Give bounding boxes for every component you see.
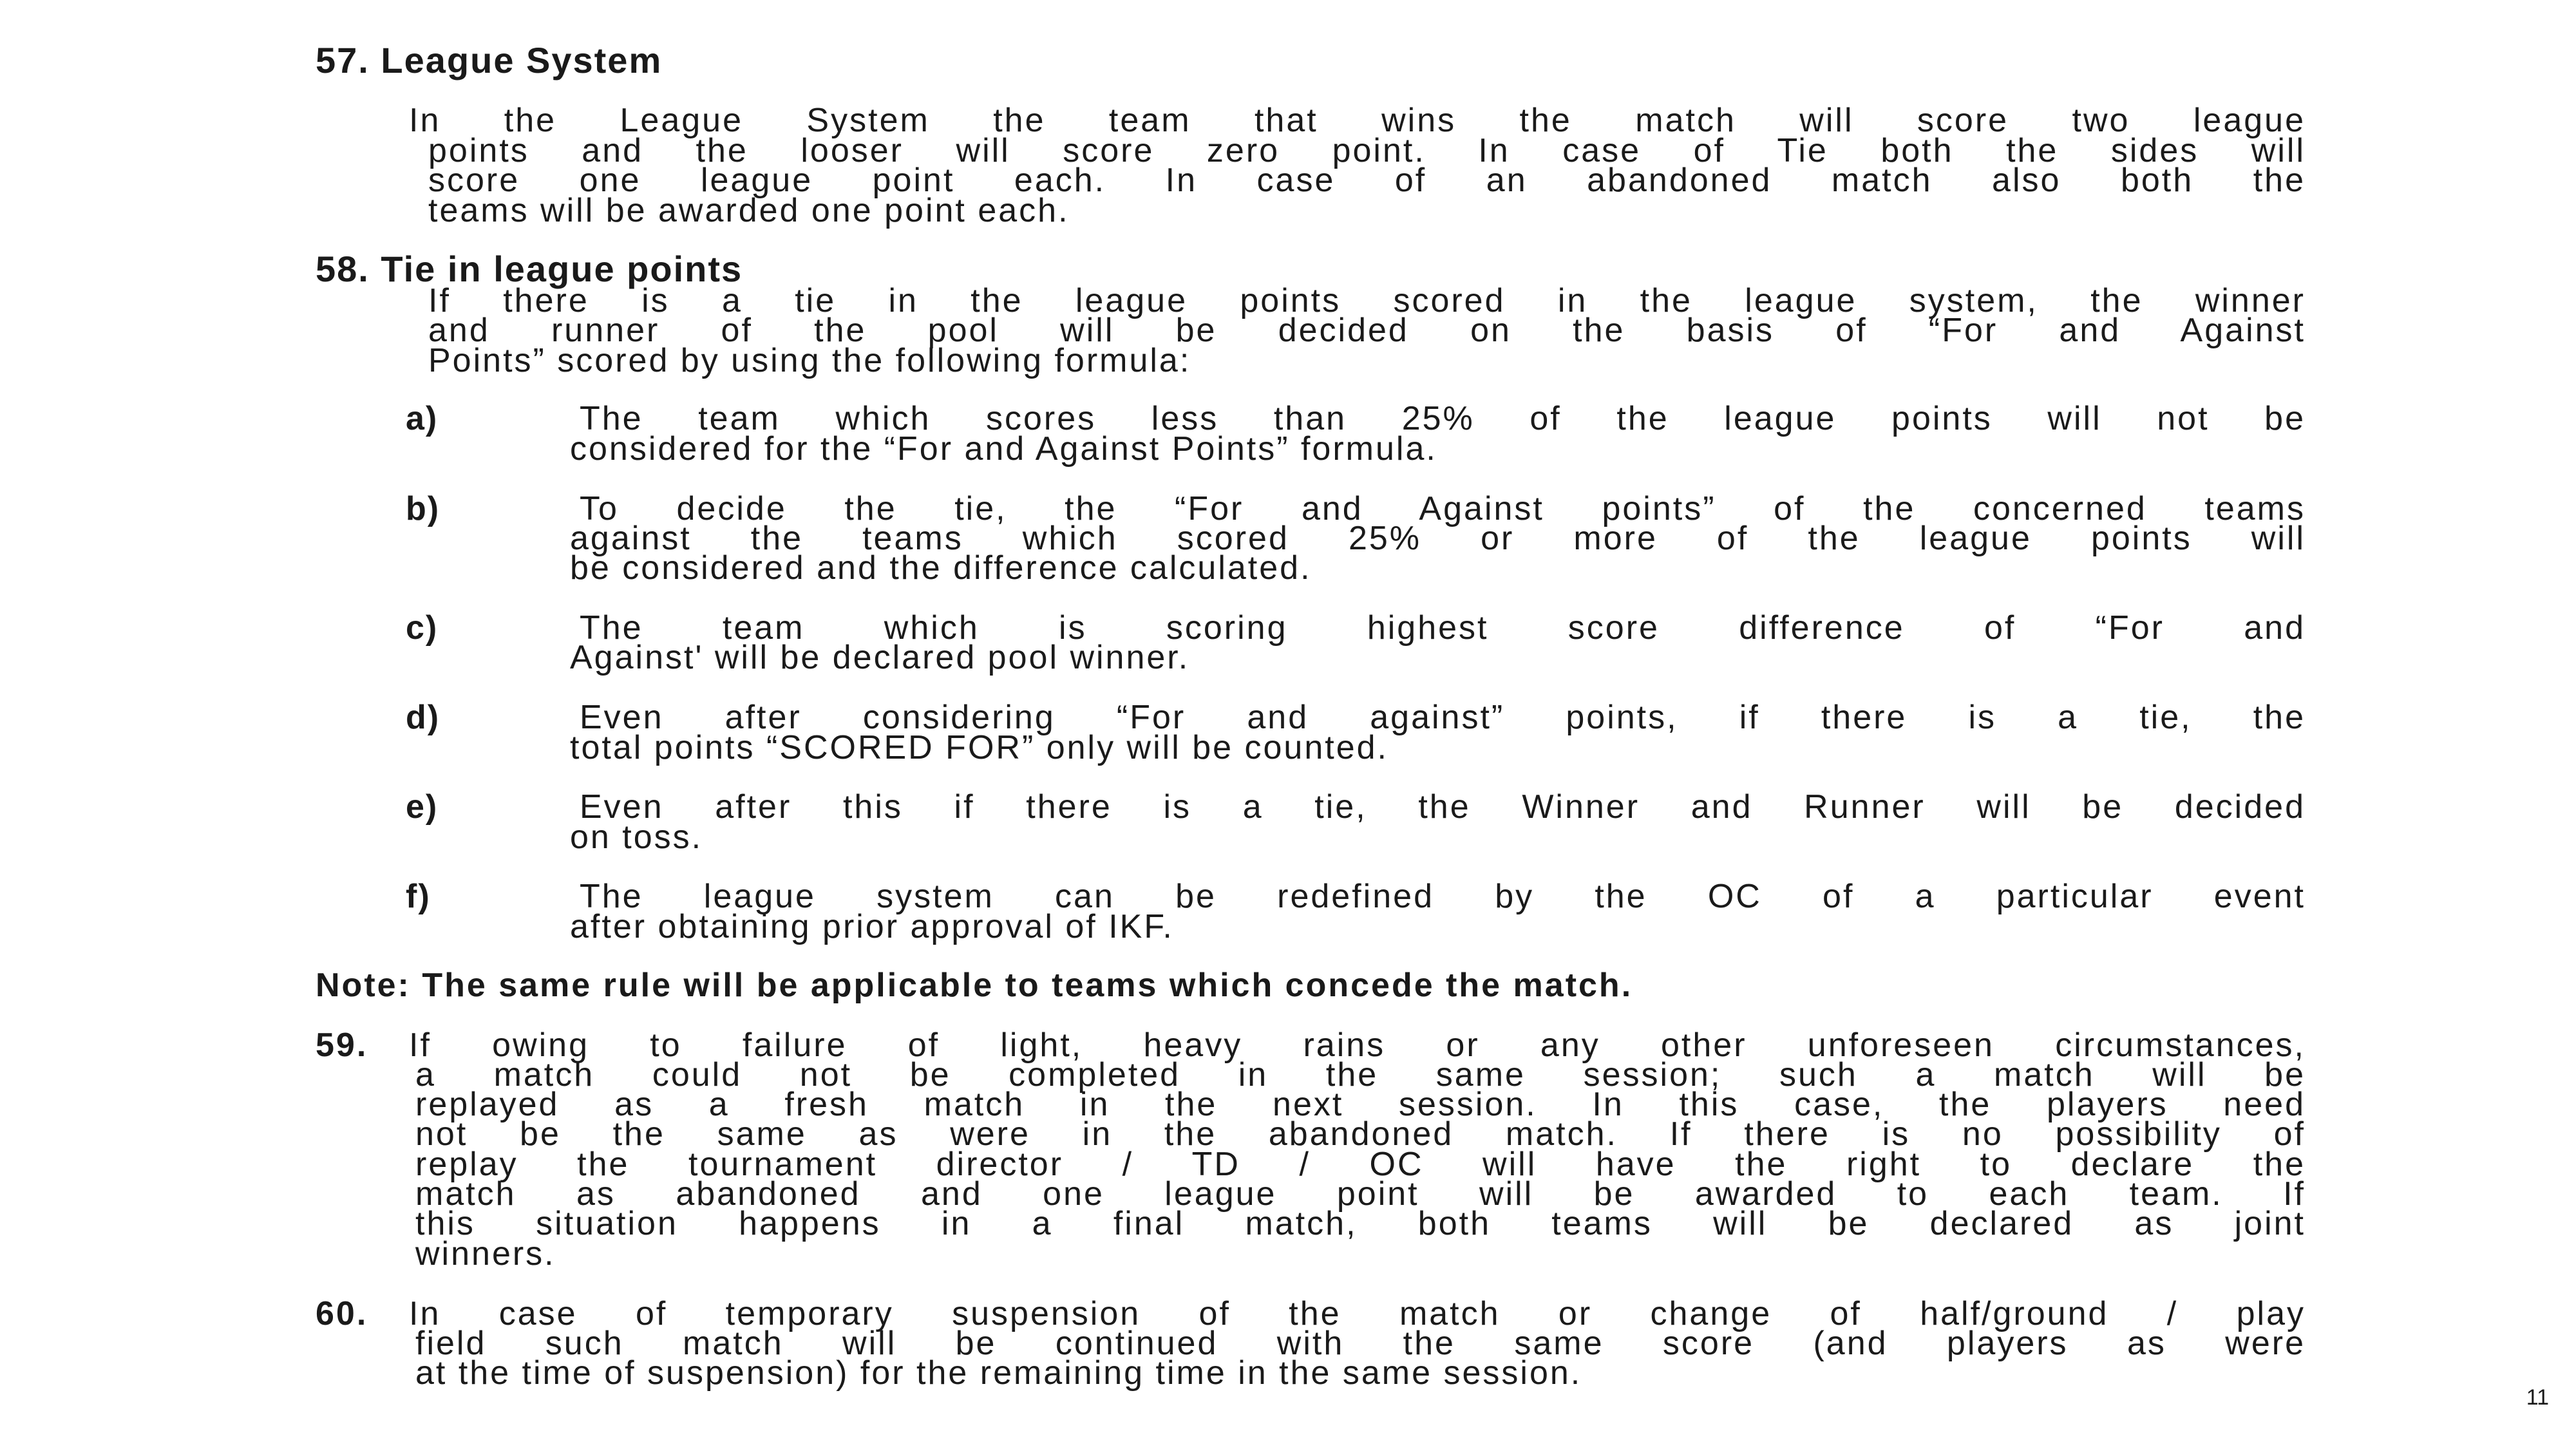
item-d-line-1: Even after considering “For and against” points, if there is a tie, the: [580, 699, 2306, 736]
section-58-line-1: If there is a tie in the league points scored in the league system, the winner: [428, 282, 2306, 319]
section-60-line-2: field such match will be continued with the same score (and players as were: [415, 1325, 2306, 1362]
section-59-line-8: winners.: [415, 1235, 556, 1273]
section-60-line-1: In case of temporary suspension of the match or change of half/ground / play: [409, 1295, 2306, 1332]
section-59-line-6: match as abandoned and one league point will be awarded to each team. If: [415, 1175, 2306, 1213]
section-57-heading: 57. League System: [316, 40, 663, 80]
item-e-line-1: Even after this if there is a tie, the Winner and Runner will be decided: [580, 788, 2306, 826]
item-a-line-1: The team which scores less than 25% of the league points will not be: [580, 400, 2306, 437]
item-c-line-1: The team which is scoring highest score difference of “For and: [580, 609, 2306, 647]
section-59-line-1: If owing to failure of light, heavy rains or any other unforeseen circumstances,: [409, 1027, 2306, 1064]
note-text: Note: The same rule will be applicable to teams which concede the match.: [316, 967, 1633, 1004]
section-58-line-2: and runner of the pool will be decided on the basis of “For and Against: [428, 312, 2306, 349]
item-a-label: a): [406, 400, 439, 437]
item-c-label: c): [406, 609, 439, 647]
section-58-heading: 58. Tie in league points: [316, 249, 743, 289]
item-f-line-2: after obtaining prior approval of IKF.: [570, 908, 1174, 945]
item-b-line-1: To decide the tie, the “For and Against points” of the concerned teams: [580, 490, 2306, 527]
item-e-line-2: on toss.: [570, 819, 703, 856]
item-a-line-2: considered for the “For and Against Points” formula.: [570, 430, 1437, 468]
section-59-line-3: replayed as a fresh match in the next session. In this case, the players need: [415, 1086, 2306, 1123]
section-57-line-3: score one league point each. In case of an abandoned match also both the: [428, 162, 2306, 199]
section-58-line-3: Points” scored by using the following formula:: [428, 342, 1191, 379]
section-60-number: 60.: [316, 1295, 368, 1332]
section-59-line-2: a match could not be completed in the same session; such a match will be: [415, 1056, 2306, 1094]
section-59-number: 59.: [316, 1027, 368, 1064]
section-59-line-7: this situation happens in a final match, both teams will be declared as joint: [415, 1205, 2306, 1242]
section-57-line-4: teams will be awarded one point each.: [428, 192, 1070, 229]
item-b-line-2: against the teams which scored 25% or more of the league points will: [570, 520, 2306, 557]
section-60-line-3: at the time of suspension) for the remaining time in the same session.: [415, 1354, 1582, 1392]
item-e-label: e): [406, 788, 439, 826]
item-c-line-2: Against' will be declared pool winner.: [570, 639, 1190, 676]
item-b-label: b): [406, 490, 440, 527]
item-d-line-2: total points “SCORED FOR” only will be counted.: [570, 729, 1388, 766]
item-f-line-1: The league system can be redefined by the OC of a particular event: [580, 878, 2306, 915]
section-57-line-1: In the League System the team that wins the match will score two league: [409, 102, 2306, 139]
item-f-label: f): [406, 878, 431, 915]
section-59-line-5: replay the tournament director / TD / OC will have the right to declare the: [415, 1146, 2306, 1183]
section-59-line-4: not be the same as were in the abandoned match. If there is no possibility of: [415, 1115, 2306, 1153]
section-57-line-2: points and the looser will score zero point. In case of Tie both the sides will: [428, 132, 2306, 169]
item-d-label: d): [406, 699, 440, 736]
item-b-line-3: be considered and the difference calculated.: [570, 549, 1312, 587]
page-number: 11: [2526, 1385, 2549, 1410]
